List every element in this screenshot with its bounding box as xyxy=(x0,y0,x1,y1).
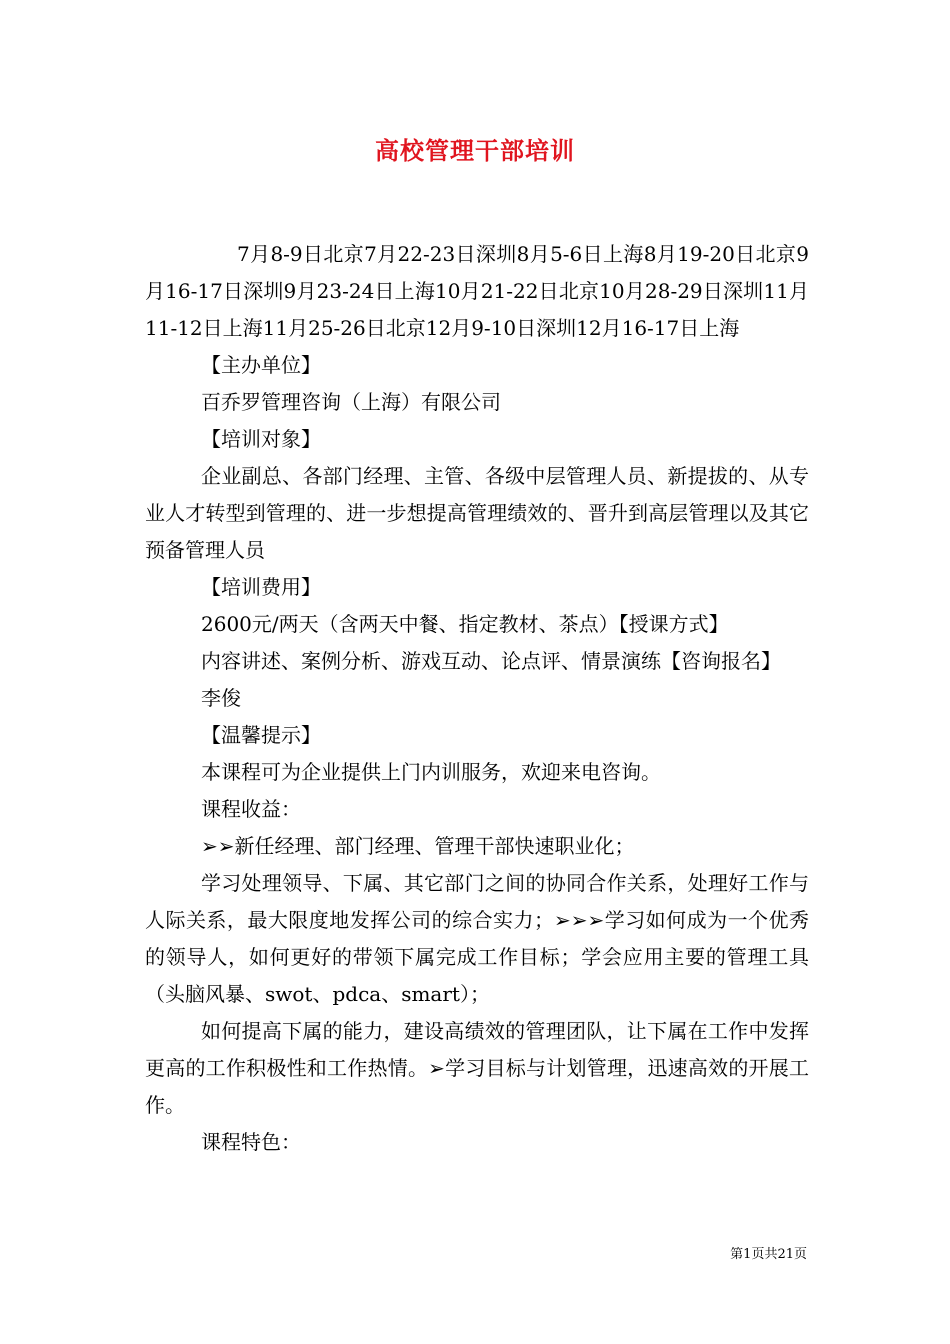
heading-fee: 【培训费用】 xyxy=(201,575,321,599)
paragraph-fee: 2600元/两天（含两天中餐、指定教材、茶点）【授课方式】 xyxy=(201,612,729,636)
heading-organizer: 【主办单位】 xyxy=(201,353,321,377)
paragraph-organizer: 百乔罗管理咨询（上海）有限公司 xyxy=(201,390,501,414)
page-number: 第1页共21页 xyxy=(730,1247,807,1262)
heading-tips: 【温馨提示】 xyxy=(201,723,321,747)
heading-features: 课程特色： xyxy=(201,1130,301,1154)
heading-audience: 【培训对象】 xyxy=(201,427,321,451)
paragraph-benefit-3: 如何提高下属的能力，建设高绩效的管理团队，让下属在工作中发挥更高的工作积极性和工作热情。➢学习目标与计划管理，迅速高效的开展工作。 xyxy=(145,1019,809,1117)
paragraph-schedule: 7月8-9日北京7月22-23日深圳8月5-6日上海8月19-20日北京9月16-17日深圳9月23-24日上海10月21-22日北京10月28-29日深圳11月11-12日上海11月25-26日北京12月9-10日深圳12月16-17日上海 xyxy=(145,242,809,340)
paragraph-contact: 李俊 xyxy=(201,686,241,710)
paragraph-tips: 本课程可为企业提供上门内训服务，欢迎来电咨询。 xyxy=(201,760,661,784)
paragraph-benefit-1: ➢➢新任经理、部门经理、管理干部快速职业化； xyxy=(201,834,635,858)
heading-benefits: 课程收益： xyxy=(201,797,301,821)
paragraph-benefit-2: 学习处理领导、下属、其它部门之间的协同合作关系，处理好工作与人际关系，最大限度地发挥公司的综合实力；➢➢➢学习如何成为一个优秀的领导人，如何更好的带领下属完成工作目标；学会应用主要的管理工具（头脑风暴、swot、pdca、smart）； xyxy=(145,871,809,1006)
paragraph-audience: 企业副总、各部门经理、主管、各级中层管理人员、新提拔的、从专业人才转型到管理的、进一步想提高管理绩效的、晋升到高层管理以及其它预备管理人员 xyxy=(145,464,809,562)
page-title: 高校管理干部培训 xyxy=(375,136,575,165)
paragraph-method: 内容讲述、案例分析、游戏互动、论点评、情景演练【咨询报名】 xyxy=(201,649,781,673)
document-body xyxy=(145,236,809,1161)
